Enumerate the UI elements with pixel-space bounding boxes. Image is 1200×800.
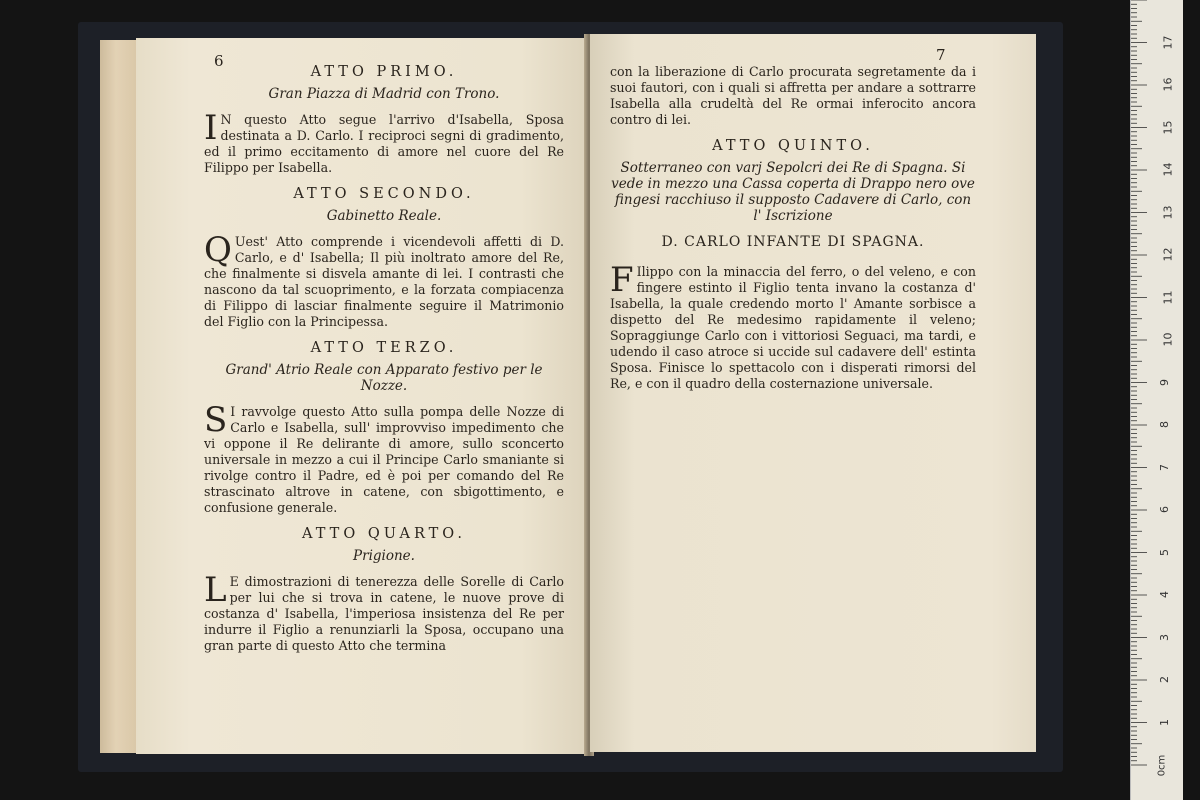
ruler-label: 5: [1158, 548, 1171, 556]
ruler-label: 17: [1161, 35, 1175, 49]
act-4-title: ATTO QUARTO.: [302, 526, 466, 542]
ruler-label: 1: [1158, 718, 1171, 726]
inscription: D. CARLO INFANTE DI SPAGNA.: [661, 234, 925, 250]
dropcap: S: [204, 400, 228, 440]
act-3-setting: Grand' Atrio Reale con Apparato festivo per le Nozze.: [225, 362, 543, 394]
left-page: [136, 38, 588, 754]
page-edge-strip: [100, 40, 141, 753]
page-number-right: 7: [936, 46, 946, 64]
ruler-unit-label: 0cm: [1156, 754, 1168, 777]
ruler-label: 15: [1161, 120, 1175, 134]
ruler-label: 3: [1158, 633, 1171, 641]
continuation-text: con la liberazione di Carlo procurata segretamente da i suoi fautori, con i quali si affretta per andare a sottrarre Isabella alla crudeltà del Re ormai inferocito ancora contro di lei.: [610, 64, 976, 127]
act-1-text: I N questo Atto segue l'arrivo d'Isabella, Sposa destinata a D. Carlo. I reciproci segni di gradimento, ed il primo eccitamento di amore nel cuore del Re Filippo per Isabella.: [204, 108, 564, 175]
act-2-setting: Gabinetto Reale.: [326, 208, 442, 224]
measurement-ruler: [1130, 0, 1183, 800]
act-2-text: Q Uest' Atto comprende i vicendevoli affetti di D. Carlo, e d' Isabella; Il più inoltrato amore del Re, che finalmente si disvela amante di lei. I contrasti che nascono da tal scuoprimento, e la forzata compiacenza di Filippo di lasciar finalmente seguire il Matrimonio del Figlio con la Principessa.: [204, 230, 564, 329]
ruler-label: 10: [1161, 332, 1175, 347]
ruler-label: 8: [1158, 421, 1171, 428]
act-3-text: S I ravvolge questo Atto sulla pompa delle Nozze di Carlo e Isabella, sull' improvviso impedimento che vi oppone il Re delirante di amore, sullo sconcerto universale in mezzo a cui il Principe Carlo smaniante si rivolge contro il Padre, ed è poi per comando del Re strascinato altrove in catene, con sbigottimento, e confusione generale.: [204, 400, 564, 515]
ruler-label: 14: [1161, 162, 1175, 177]
act-2-title: ATTO SECONDO.: [293, 186, 475, 202]
act-4-setting: Prigione.: [353, 548, 415, 564]
act-5-setting: Sotterraneo con varj Sepolcri dei Re di Spagna. Si vede in mezzo una Cassa coperta di Drappo nero ove fingesi racchiuso il supposto Cadavere di Carlo, con l' Iscrizione: [611, 160, 975, 224]
ruler-ticks: [1131, 0, 1183, 800]
ruler-label: 6: [1158, 506, 1171, 513]
dropcap: F: [610, 260, 634, 300]
act-4-text: L E dimostrazioni di tenerezza delle Sorelle di Carlo per lui che si trova in catene, le nuove prove di costanza d' Isabella, l'imperiosa insistenza del Re per indurre il Figlio a renunziarli la Sposa, occupano una gran parte di questo Atto che termina: [204, 570, 564, 653]
ruler-label: 9: [1158, 378, 1171, 386]
ruler-label: 16: [1161, 77, 1175, 92]
ruler-label: 13: [1161, 205, 1175, 219]
right-page: [590, 34, 1036, 752]
ruler-label: 2: [1158, 676, 1171, 683]
act-3-title: ATTO TERZO.: [310, 340, 458, 356]
dropcap: L: [204, 570, 227, 610]
ruler-label: 7: [1158, 463, 1171, 471]
ruler-label: 4: [1158, 591, 1171, 598]
act-5-text: F Ilippo con la minaccia del ferro, o del veleno, e con fingere estinto il Figlio tenta invano la costanza d' Isabella, la quale credendo morto l' Amante sorbisce a dispetto del Re medesimo rapidamente il veleno; Sopraggiunge Carlo con i vittoriosi Seguaci, ma tardi, e udendo il caso atroce si uccide sul cadavere dell' estinta Sposa. Finisce lo spettacolo con i disperati rimorsi del Re, e con il quadro della costernazione universale.: [610, 260, 976, 391]
dropcap: Q: [204, 230, 232, 270]
act-5-title: ATTO QUINTO.: [712, 138, 874, 154]
act-1-title: ATTO PRIMO.: [310, 64, 458, 80]
ruler-label: 12: [1161, 247, 1175, 262]
act-1-setting: Gran Piazza di Madrid con Trono.: [268, 86, 500, 102]
dropcap: I: [204, 108, 218, 148]
ruler-label: 11: [1161, 290, 1175, 304]
page-number-left: 6: [214, 52, 224, 70]
